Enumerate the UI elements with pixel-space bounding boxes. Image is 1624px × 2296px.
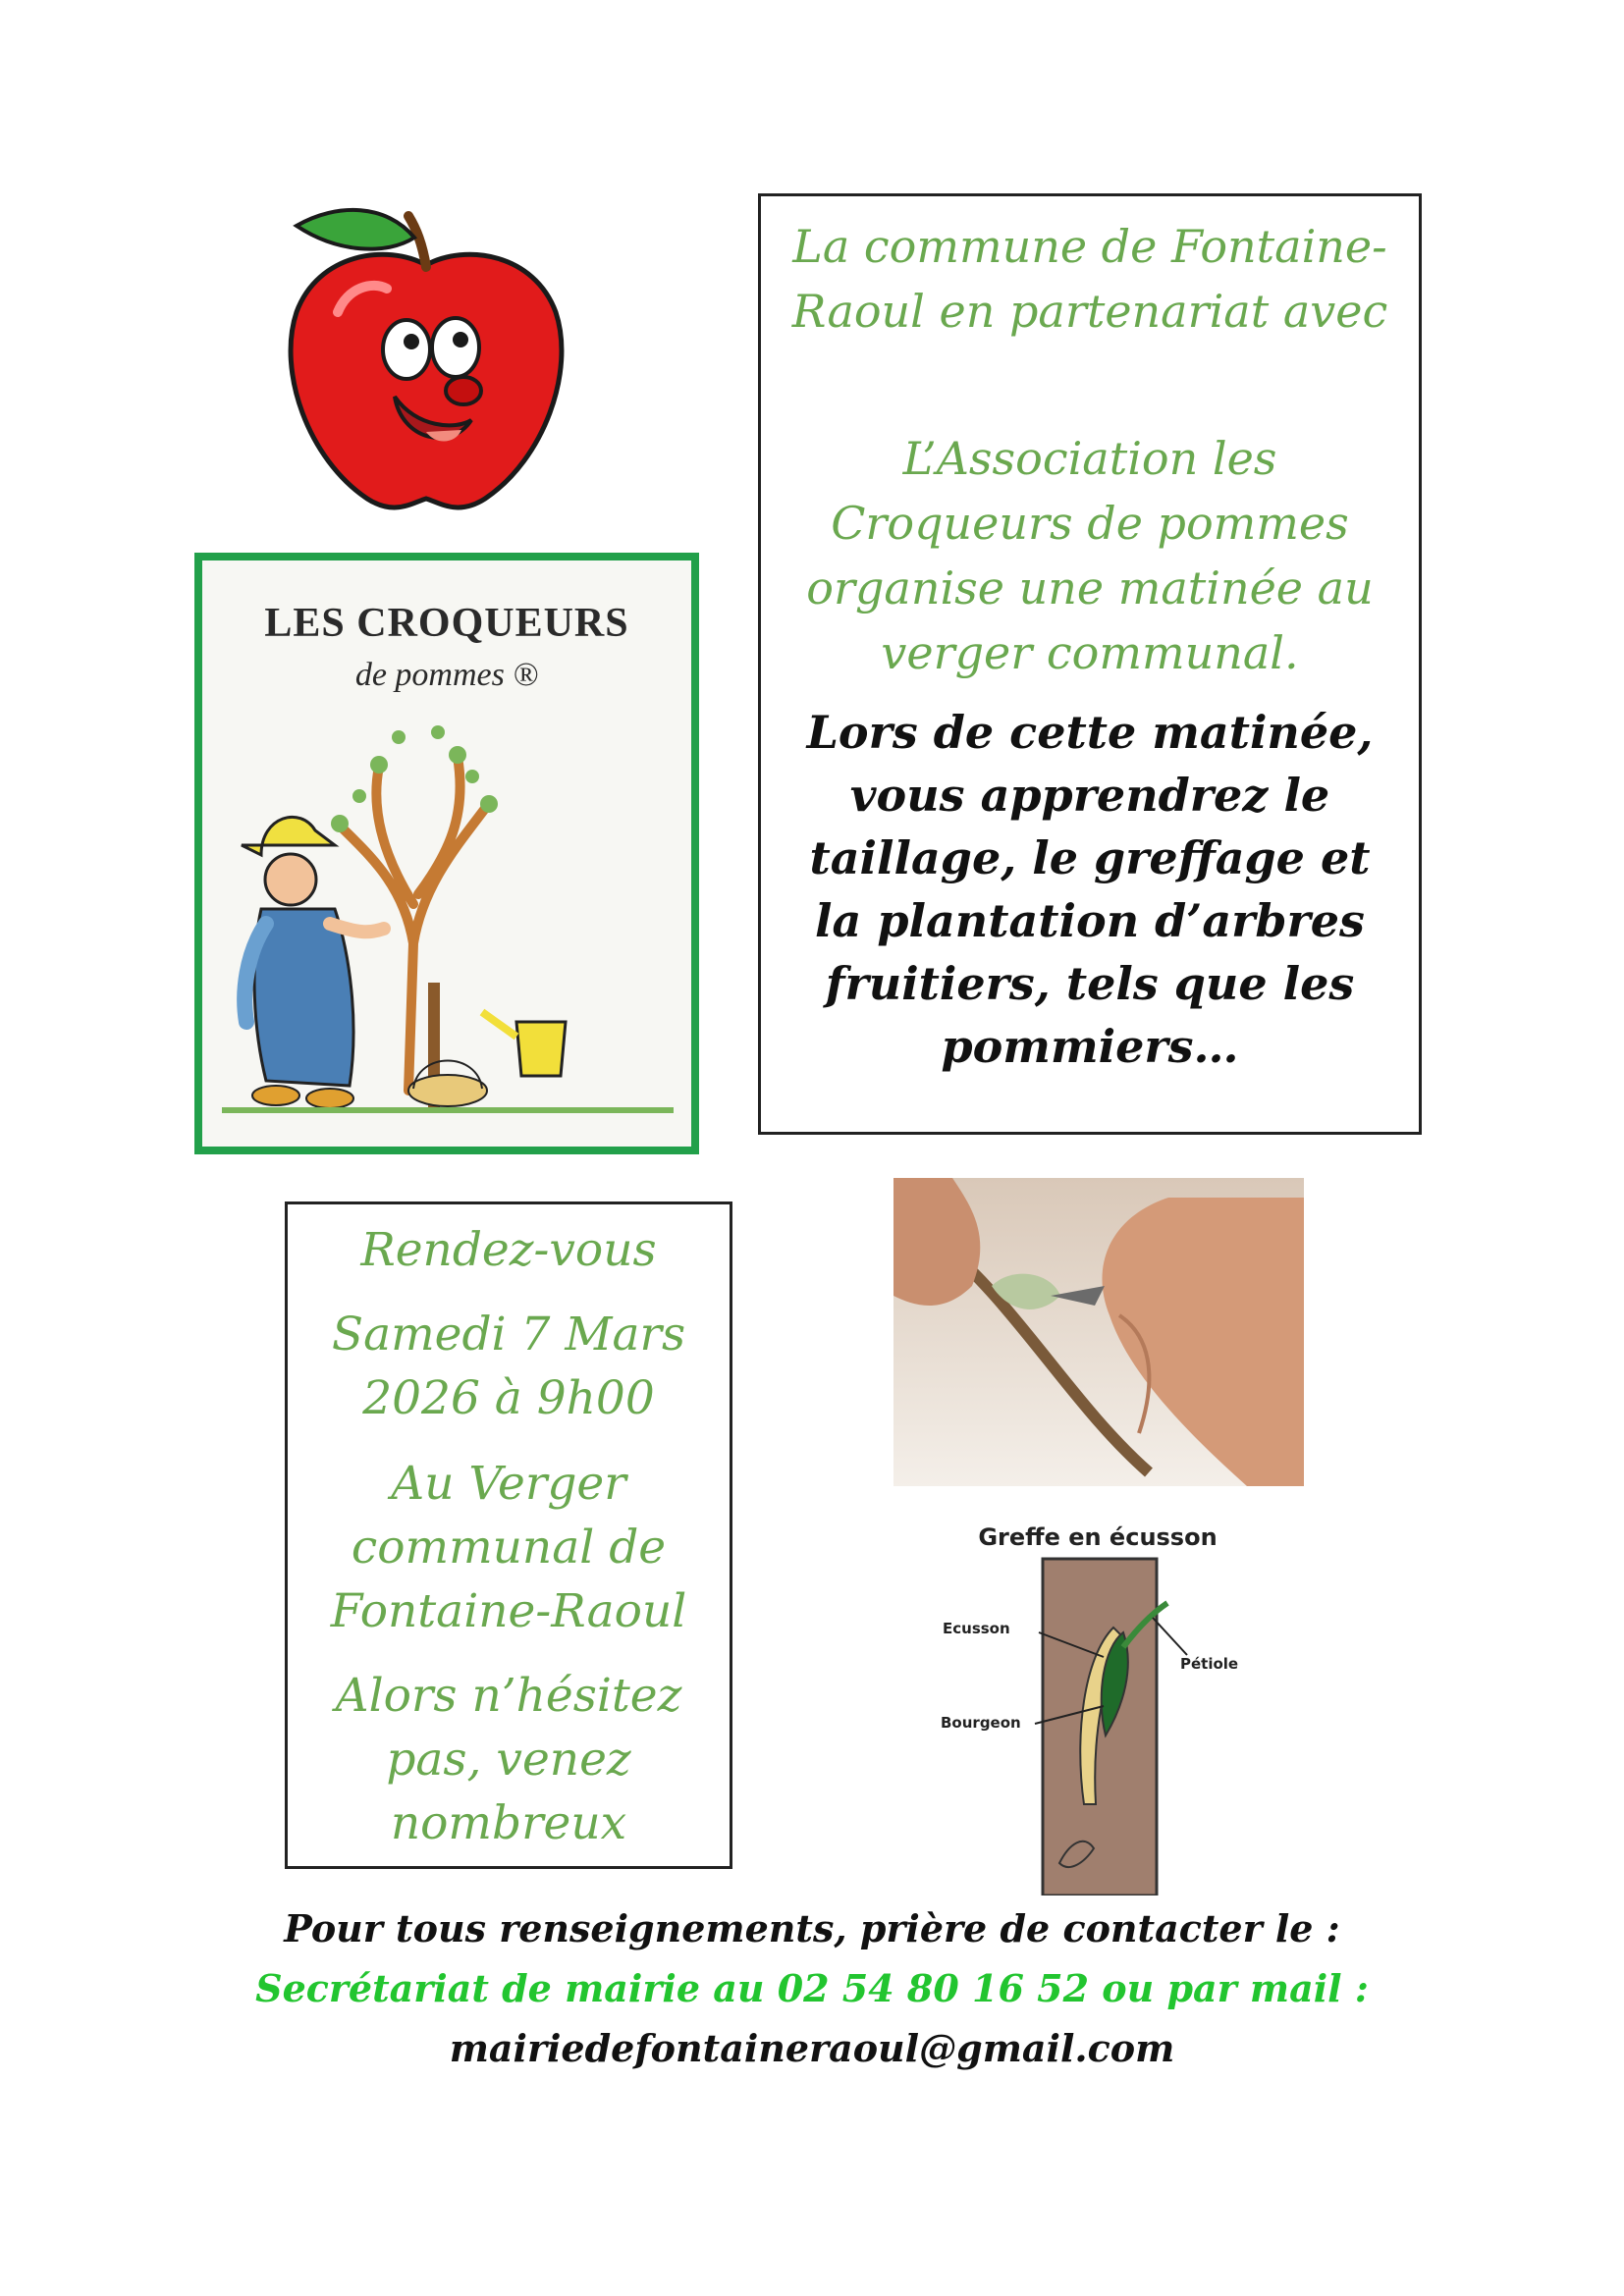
- intro-text-box: [758, 193, 1422, 1135]
- diagram-title: Greffe en écusson: [978, 1523, 1218, 1551]
- gardener-illustration: [222, 698, 674, 1130]
- contact-phone-line: Secrétariat de mairie au 02 54 80 16 52 ou par mail :: [255, 1966, 1369, 2010]
- association-text: L’Association les Croqueurs de pommes organise une matinée au verger communal.: [806, 432, 1374, 679]
- logo-subtitle: de pommes ®: [354, 657, 539, 693]
- rendezvous-heading: Rendez-vous: [360, 1223, 657, 1277]
- workshop-details-text: Lors de cette matinée, vous apprendrez le taillage, le greffage et la plantation d’arbres fruitiers, tels que les pommiers…: [806, 706, 1374, 1073]
- diagram-drawing: [927, 1510, 1269, 1896]
- bud-grafting-diagram: [927, 1510, 1269, 1896]
- logo-title: LES CROQUEURS: [264, 601, 629, 646]
- apple-mascot-illustration: [279, 204, 573, 516]
- partnership-text: La commune de Fontaine-Raoul en partenariat avec: [791, 220, 1388, 338]
- rendezvous-date: Samedi 7 Mars 2026 à 9h00: [331, 1308, 686, 1425]
- diagram-label-petiole: Pétiole: [1180, 1655, 1239, 1673]
- grafting-photo: [893, 1178, 1304, 1486]
- contact-line: Pour tous renseignements, prière de contacter le :: [284, 1906, 1340, 1950]
- croqueurs-logo: [194, 553, 699, 1154]
- diagram-label-bourgeon: Bourgeon: [941, 1714, 1021, 1732]
- diagram-label-ecusson: Ecusson: [943, 1620, 1010, 1637]
- contact-email[interactable]: mairiedefontaineraoul@gmail.com: [449, 2026, 1175, 2070]
- rendezvous-location: Au Verger communal de Fontaine-Raoul: [330, 1457, 687, 1638]
- rendezvous-box: [285, 1201, 732, 1869]
- rendezvous-invite: Alors n’hésitez pas, venez nombreux: [335, 1669, 682, 1850]
